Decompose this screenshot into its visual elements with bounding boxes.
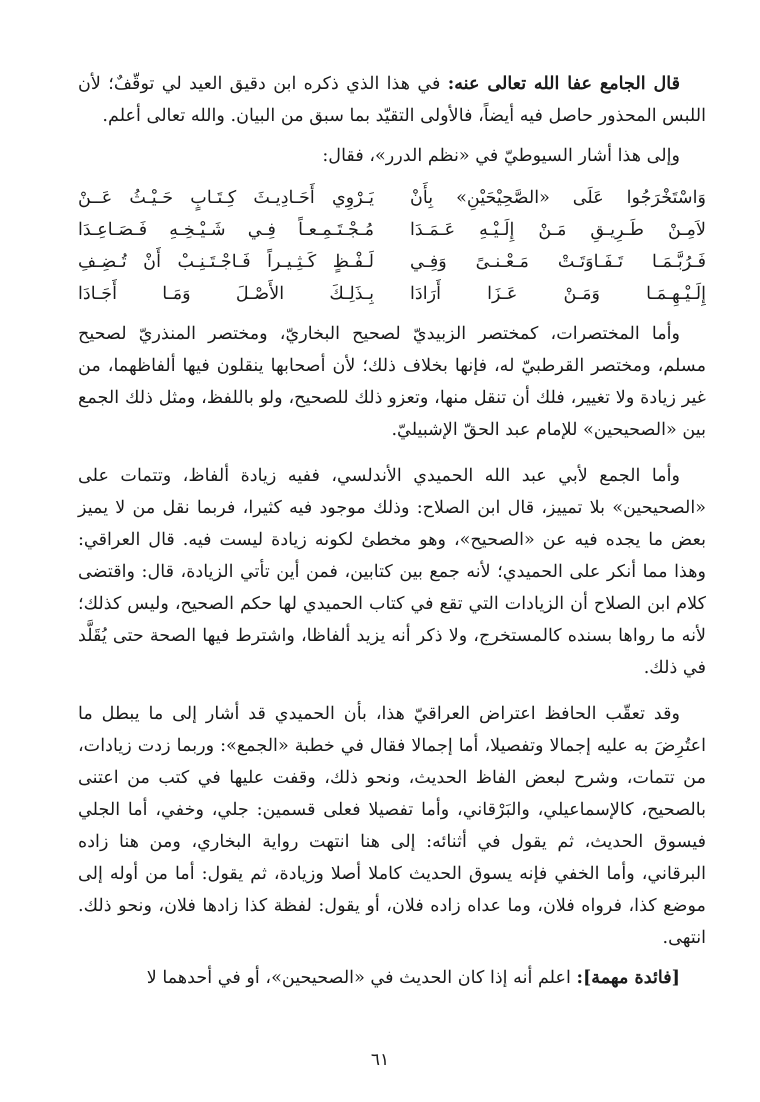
poem-line (78, 246, 706, 278)
important-note-label: [فائدة مهمة]: (576, 967, 680, 988)
important-note-text: اعلم أنه إذا كان الحديث في «الصحيحين»، أو في أحدهما لا (146, 968, 577, 988)
poem-second-hemistich: يَـرْوِي أَحَـادِيـثَ كِـتَـابٍ حَـيْـثُ عَــنْ (78, 188, 374, 208)
compiler-label: قال الجامع عفا الله تعالى عنه: (447, 73, 680, 94)
poem-first-hemistich: وَاسْتَخْرَجُوا عَلَى «الصَّحِيْحَيْنِ» بِأَنْ (410, 188, 706, 208)
poem-first-hemistich: إِلَـيْـهِـمَـا وَمَـنْ عَـزَا أَرَادَا (410, 284, 706, 304)
document-page (78, 68, 706, 994)
paragraph-humaydi: وأما الجمع لأبي عبد الله الحميدي الأندلسي، ففيه زيادة ألفاظ، وتتمات على «الصحيحين» بلا تمييز، قال ابن الصلاح: وذلك موجود فيه كثيرا، فربما نقل من لا يميز بعض ما يجده فيه عن «الصحيح»، وهو مخطئ لكونه زيادة ليست فيه. قال العراقي: وهذا مما أنكر على الحميدي؛ لأنه جمع بين كتابين، فمن أين تأتي الزيادة، قال: واقتضى كلام ابن الصلاح أن الزيادات التي تقع في كتاب الحميدي لها حكم الصحيح، وليس كذلك؛ لأنه ما رواها بسنده كالمستخرج، ولا ذكر أنه يزيد ألفاظا، واشترط فيها الصحة حتى يُقَلَّد في ذلك. (78, 466, 706, 678)
paragraph-abridgements: وأما المختصرات، كمختصر الزبيديّ لصحيح البخاريّ، ومختصر المنذريّ لصحيح مسلم، ومختصر القرطبيّ له، فإنها بخلاف ذلك؛ لأن أصحابها ينقلون فيها ألفاظهما، من غير زيادة ولا تغيير، فلك أن تنقل منها، وتعزو ذلك للصحيح، ولو باللفظ، ومثل ذلك الجمع بين «الصحيحين» للإمام عبد الحقّ الإشبيليّ. (78, 324, 706, 440)
compiler-note-text: في هذا الذي ذكره ابن دقيق العيد لي توقّفٌ؛ لأن اللبس المحذور حاصل فيه أيضاً، فالأولى التقيّد بما سبق من البيان. والله تعالى أعلم. (78, 74, 706, 126)
poem-block (78, 182, 706, 310)
poem-first-hemistich: لاَمِـنْ طَـرِيـقِ مَـنْ إِلَـيْـهِ عَـمَـدَا (410, 220, 706, 240)
poem-line (78, 214, 706, 246)
paragraph-compiler-note (78, 68, 706, 132)
paragraph-important-note (78, 962, 706, 994)
poem-line (78, 182, 706, 214)
poem-second-hemistich: بِـذَلِـكَ الأَصْـلَ وَمَـا أَجَـادَا (78, 284, 374, 304)
poem-line (78, 278, 706, 310)
paragraph-suyuti-intro: وإلى هذا أشار السيوطيّ في «نظم الدرر»، فقال: (322, 146, 680, 166)
poem-second-hemistich: مُـجْـتَـمِـعـاً فِـي شَـيْـخِـهِ فَـصَـاعِـدَا (78, 220, 374, 240)
paragraph-hafiz-response: وقد تعقّب الحافظ اعتراض العراقيّ هذا، بأن الحميدي قد أشار إلى ما يبطل ما اعتُرِضَ به عليه إجمالا وتفصيلا، أما إجمالا فقال في خطبة «الجمع»: وربما زدت زيادات، من تتمات، وشرح لبعض الفاظ الحديث، ونحو ذلك، وقفت عليها في كتب من اعتنى بالصحيح، كالإسماعيلي، والبَرْقاني، وأما تفصيلا فعلى قسمين: جلي، وخفي، أما الجلي فيسوق الحديث، ثم يقول في أثنائه: إلى هنا انتهت رواية البخاري، ومن هنا زاده البرقاني، وأما الخفي فإنه يسوق الحديث كاملا أصلا وزيادة، ثم يقول: أما من أوله إلى موضع كذا، فرواه فلان، وما عداه زاده فلان، أو يقول: لفظة كذا زادها فلان، ونحو ذلك. انتهى. (78, 704, 706, 948)
page-number: ٦١ (370, 1050, 390, 1070)
poem-first-hemistich: فَـرُبَّـمَـا تَـفَـاوَتَـتْ مَـعْـنـىً وَفِـي (410, 252, 706, 272)
poem-second-hemistich: لَـفْـظٍ كَـثِـيـراً فَـاجْـتَـنِـبْ أَنْ تُـضِـفِ (78, 252, 374, 272)
